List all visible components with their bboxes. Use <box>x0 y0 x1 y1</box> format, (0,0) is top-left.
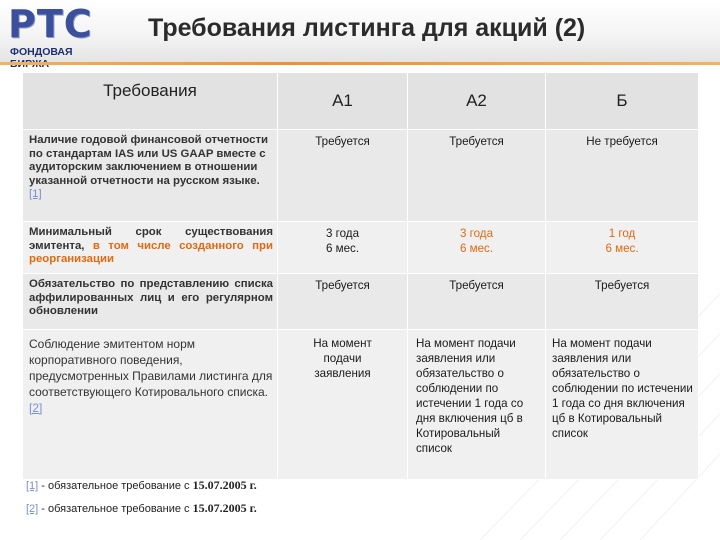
value-line: 1 год <box>608 227 636 240</box>
value-a2: Требуется <box>408 274 546 330</box>
value-b: Требуется <box>546 274 699 330</box>
requirement-text: Наличие годовой финансовой отчетности по стандартам IAS или US GAAP вместе с аудиторским заключением в отношении указанной отчетности на русском языке. <box>29 134 269 187</box>
value-a2: На момент подачи заявления или обязательство о соблюдении по истечении 1 года со дня включения цб в Котировальный список <box>408 330 546 480</box>
value-line: 3 года <box>325 227 360 240</box>
table-row <box>23 222 699 274</box>
logo-subtitle: ФОНДОВАЯ <box>10 46 73 58</box>
value-a1: Требуется <box>278 130 408 222</box>
footnote-link[interactable]: [2] <box>29 401 43 415</box>
value-line: 6 мес. <box>605 242 639 255</box>
requirement-cell <box>23 222 278 274</box>
requirement-cell <box>23 274 278 330</box>
value-a1 <box>278 222 408 274</box>
logo-mark: РТС <box>8 2 93 46</box>
header-a2: А2 <box>408 73 546 130</box>
footnote-2 <box>26 501 257 516</box>
requirement-text: Минимальный срок существования эмитента, <box>29 226 273 252</box>
value-a2: Требуется <box>408 130 546 222</box>
footnote-text: - обязательное требование с <box>38 480 193 492</box>
header-a1: А1 <box>278 73 408 130</box>
value-b: Не требуется <box>546 130 699 222</box>
value-b <box>546 222 699 274</box>
footnote-date: 15.07.2005 г. <box>192 501 257 515</box>
value-a1: На момент подачи заявления <box>278 330 408 480</box>
value-line: 3 года <box>459 227 494 240</box>
listing-requirements-table <box>22 72 698 480</box>
footnote-text: - обязательное требование с <box>38 503 193 515</box>
footnote-date: 15.07.2005 г. <box>192 478 257 492</box>
footnote-ref[interactable]: [2] <box>26 503 39 515</box>
header-b: Б <box>546 73 699 130</box>
requirement-cell <box>23 130 278 222</box>
requirement-text: Соблюдение эмитентом норм корпоративного поведения, предусмотренных Правилами листинга для соответствующего Котировального списка. <box>29 337 273 399</box>
rts-logo <box>8 4 112 60</box>
requirement-highlight-tail: при реорганизации <box>29 239 273 266</box>
table-header-row <box>23 73 699 130</box>
header-requirements: Требования <box>23 73 278 130</box>
table-row <box>23 274 699 330</box>
requirement-highlight: в том числе созданного <box>92 239 244 252</box>
footnote-link[interactable]: [1] <box>29 188 42 201</box>
value-line: 6 мес. <box>325 242 360 255</box>
slide-header <box>0 0 720 64</box>
footnote-1 <box>26 478 257 493</box>
requirement-cell <box>23 330 278 480</box>
value-a2 <box>408 222 546 274</box>
value-b: На момент подачи заявления или обязательство о соблюдении по истечении 1 года со дня включения цб в Котировальный список <box>546 330 699 480</box>
value-a1: Требуется <box>278 274 408 330</box>
page-title: Требования листинга для акций (2) <box>148 14 586 42</box>
table-row <box>23 330 699 480</box>
value-line: 6 мес. <box>459 242 494 255</box>
footnote-ref[interactable]: [1] <box>26 480 39 492</box>
requirement-text: Обязательство по представлению списка аффилированных лиц и его регулярном обновлении <box>29 278 273 318</box>
table-row <box>23 130 699 222</box>
